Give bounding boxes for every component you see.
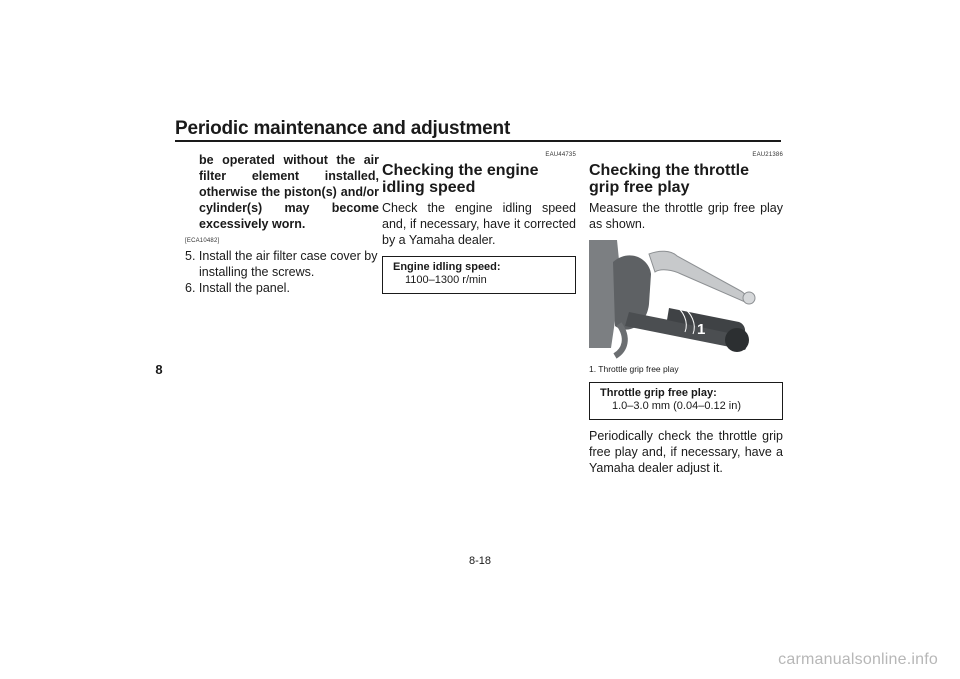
chapter-tab: 8 bbox=[150, 355, 168, 385]
spec-box bbox=[382, 256, 576, 294]
spec-value: 1100–1300 r/min bbox=[405, 274, 487, 286]
page-number: 8-18 bbox=[468, 555, 492, 567]
throttle-grip-illustration bbox=[589, 240, 783, 360]
figure-callout: 1 bbox=[697, 321, 706, 338]
column-3 bbox=[589, 152, 783, 476]
header-rule bbox=[175, 140, 781, 142]
figure-caption: 1. Throttle grip free play bbox=[589, 364, 679, 374]
watermark: carmanualsonline.info bbox=[778, 651, 938, 668]
page-title: Periodic maintenance and adjustment bbox=[175, 118, 511, 139]
section-heading: Checking the engine idling speed bbox=[382, 162, 539, 196]
throttle-grip-figure bbox=[589, 240, 783, 360]
step-5: 5. Install the air filter case cover by installing the screws. bbox=[185, 249, 378, 279]
spec-label: Throttle grip free play: bbox=[600, 387, 717, 399]
section-body: Measure the throttle grip free play as shown. bbox=[589, 201, 783, 231]
step-6: 6. Install the panel. bbox=[185, 281, 290, 295]
section-body: Check the engine idling speed and, if necessary, have it corrected by a Yamaha dealer. bbox=[382, 201, 576, 247]
warning-code: [ECA10482] bbox=[185, 238, 220, 244]
column-2 bbox=[382, 152, 576, 294]
warning-text: be operated without the air filter element installed, otherwise the piston(s) and/or cylinder(s) may become excessively worn. bbox=[199, 153, 379, 231]
section-body-2: Periodically check the throttle grip free play and, if necessary, have a Yamaha dealer adjust it. bbox=[589, 429, 783, 475]
spec-label: Engine idling speed: bbox=[393, 261, 501, 273]
spec-value: 1.0–3.0 mm (0.04–0.12 in) bbox=[612, 400, 742, 412]
section-code: EAU44735 bbox=[545, 152, 576, 158]
section-heading: Checking the throttle grip free play bbox=[589, 162, 750, 196]
spec-box bbox=[589, 382, 783, 420]
step-list bbox=[185, 248, 379, 296]
column-1 bbox=[185, 152, 379, 296]
section-code: EAU21386 bbox=[752, 152, 783, 158]
